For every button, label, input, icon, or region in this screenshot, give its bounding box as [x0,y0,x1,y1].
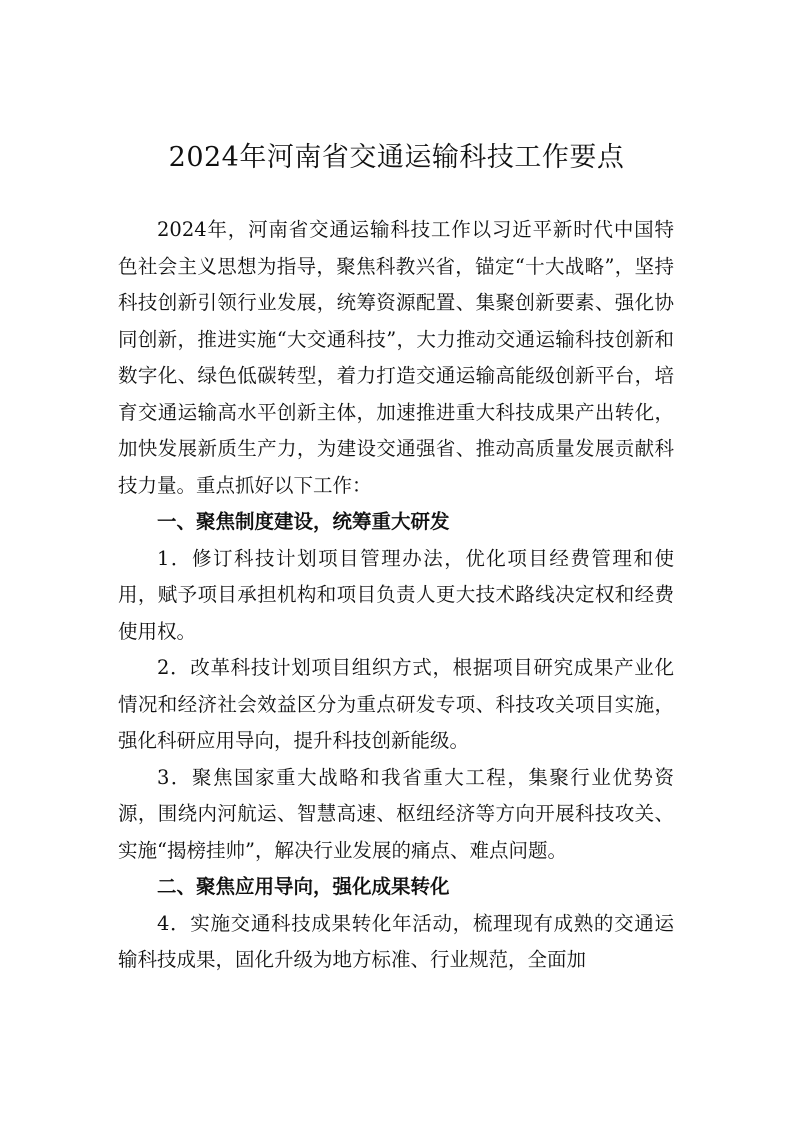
document-body [118,212,674,979]
section-heading-1: 一、聚焦制度建设，统筹重大研发 [157,510,450,533]
section-1-item-3: 3．聚焦国家重大战略和我省重大工程，集聚行业优势资源，围绕内河航运、智慧高速、枢纽经济等方向开展科技攻关、实施“揭榜挂帅”，解决行业发展的痛点、难点问题。 [118,765,674,862]
section-heading-2: 二、聚焦应用导向，强化成果转化 [157,875,450,898]
section-2-item-1: 4．实施交通科技成果转化年活动，梳理现有成熟的交通运输科技成果，固化升级为地方标准、行业规范，全面加 [118,911,674,971]
document-title: 2024年河南省交通运输科技工作要点 [168,142,625,173]
section-1-item-1: 1．修订科技计划项目管理办法，优化项目经费管理和使用，赋予项目承担机构和项目负责人更大技术路线决定权和经费使用权。 [118,546,674,643]
section-1-item-2: 2．改革科技计划项目组织方式，根据项目研究成果产业化情况和经济社会效益区分为重点研发专项、科技攻关项目实施，强化科研应用导向，提升科技创新能级。 [118,656,674,752]
intro-paragraph: 2024年，河南省交通运输科技工作以习近平新时代中国特色社会主义思想为指导，聚焦科教兴省，锚定“十大战略”，坚持科技创新引领行业发展，统筹资源配置、集聚创新要素、强化协同创新，推进实施“大交通科技”，大力推动交通运输科技创新和数字化、绿色低碳转型，着力打造交通运输高能级创新平台，培育交通运输高水平创新主体，加速推进重大科技成果产出转化，加快发展新质生产力，为建设交通强省、推动高质量发展贡献科技力量。重点抓好以下工作： [118,218,674,497]
